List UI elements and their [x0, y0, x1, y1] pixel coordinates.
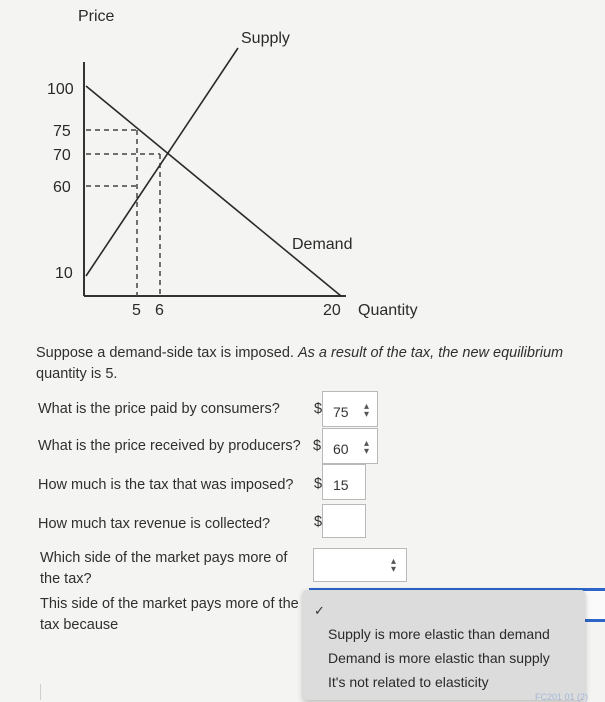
prompt-italic: As a result of the tax, the new equilibrium [297, 345, 564, 361]
q5-label-line1: Which side of the market pays more of [40, 550, 288, 566]
y-tick-75: 75 [53, 123, 71, 140]
q3-label: How much is the tax that was imposed? [38, 477, 294, 493]
footer-fragment: FC201 01 (2) [535, 692, 589, 702]
consumer-price-value: 75 [333, 404, 349, 420]
producer-price-select[interactable] [322, 428, 378, 464]
option-not-elasticity[interactable]: It's not related to elasticity [328, 674, 489, 690]
x-tick-6: 6 [155, 302, 164, 319]
tax-amount-input[interactable] [322, 464, 366, 500]
q6-label-line2: tax because [40, 617, 119, 633]
q2-currency: $ [313, 438, 322, 454]
q2-label: What is the price received by producers? [38, 438, 301, 454]
q6-label [40, 594, 299, 636]
bottom-divider [40, 684, 41, 700]
option-supply-more-elastic[interactable]: Supply is more elastic than demand [328, 626, 550, 642]
tax-revenue-input[interactable] [322, 504, 366, 538]
stepper-icon: ▴ ▾ [363, 401, 369, 420]
stepper-icon: ▴ ▾ [363, 438, 369, 457]
prompt-line2: quantity is 5. [36, 366, 118, 382]
checkmark-icon: ✓ [314, 603, 325, 618]
supply-line [86, 48, 238, 276]
supply-demand-graph [0, 0, 605, 330]
y-tick-70: 70 [53, 147, 71, 164]
q4-currency: $ [314, 514, 323, 530]
producer-price-value: 60 [333, 441, 349, 457]
prompt-text [36, 343, 596, 385]
q6-label-line1: This side of the market pays more of the [40, 596, 299, 612]
q1-label: What is the price paid by consumers? [38, 401, 280, 417]
q5-label-line2: the tax? [40, 571, 92, 587]
q1-currency: $ [314, 401, 323, 417]
q3-currency: $ [314, 476, 323, 492]
x-tick-5: 5 [132, 302, 141, 319]
x-axis-label: Quantity [358, 302, 418, 319]
tax-amount-value: 15 [333, 477, 349, 493]
option-demand-more-elastic[interactable]: Demand is more elastic than supply [328, 650, 550, 666]
demand-label: Demand [292, 236, 353, 253]
y-tick-10: 10 [55, 265, 73, 282]
consumer-price-select[interactable] [322, 391, 378, 427]
y-axis-label: Price [78, 8, 115, 25]
q5-label [40, 548, 287, 590]
prompt-plain: Suppose a demand-side tax is imposed. [36, 345, 298, 361]
demand-line [86, 86, 341, 296]
y-tick-60: 60 [53, 179, 71, 196]
q4-label: How much tax revenue is collected? [38, 516, 271, 532]
select-arrows-icon: ▴ ▾ [390, 556, 396, 575]
y-tick-100: 100 [47, 81, 74, 98]
supply-label: Supply [241, 30, 290, 47]
x-tick-20: 20 [323, 302, 341, 319]
market-side-select[interactable] [313, 548, 407, 582]
